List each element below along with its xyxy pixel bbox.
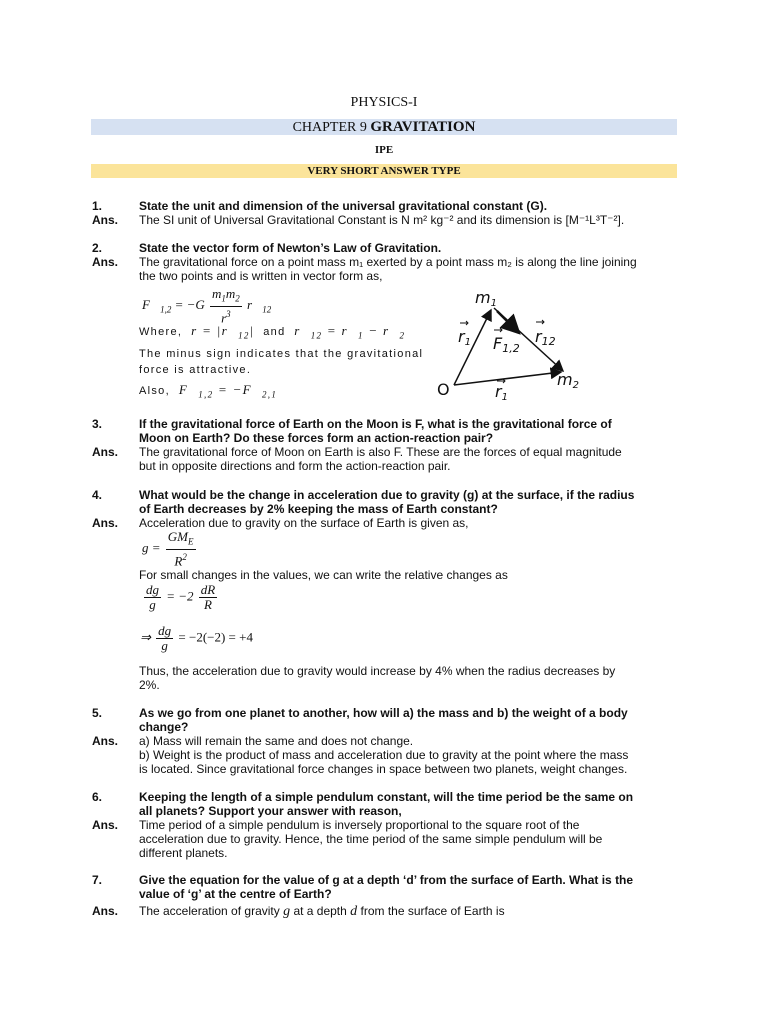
question-number: 3. (92, 417, 103, 431)
answer-line-2: but in opposite directions and form the action-reaction pair. (139, 459, 451, 473)
question-line-2: Moon on Earth? Do these forces form an action-reaction pair? (139, 431, 494, 445)
answer-line-1: The gravitational force on a point mass m₁ exerted by a point mass m₂ is along the line joining (139, 255, 637, 269)
answer-label: Ans. (92, 904, 119, 918)
section-banner: VERY SHORT ANSWER TYPE (91, 164, 677, 178)
answer-line-2: acceleration due to gravity. Hence, the time period of the same simple pendulum will be (139, 832, 603, 846)
small-changes-text: For small changes in the values, we can write the relative changes as (139, 568, 508, 582)
answer-line-1: The gravitational force of Moon on Earth is also F. These are the forces of equal magnitude (139, 445, 622, 459)
question-line-2: all planets? Support your answer with reason, (139, 804, 402, 818)
question-line-2: value of ‘g’ at the centre of Earth? (139, 887, 332, 901)
minus-note-line-2: force is attractive. (139, 364, 252, 376)
question-line-1: As we go from one planet to another, how will a) the mass and b) the weight of a body (139, 706, 628, 720)
r1-top-label: r1 (458, 327, 471, 348)
answer-text: The SI unit of Universal Gravitational Constant is N m² kg⁻² and its dimension is [M⁻¹L³T⁻²]. (139, 213, 625, 227)
surface-gravity-equation: g = $\frac{GM_E}{R^2}$ (142, 529, 194, 568)
minus-sign-note (139, 346, 423, 378)
answer-label: Ans. (92, 213, 119, 227)
also-label: Also, (139, 385, 170, 397)
result-equation: ⇒ $\frac{dg}{g}$ = −2(−2) = +4 (140, 623, 253, 653)
answer-line-3: different planets. (139, 846, 228, 860)
question-line-2: of Earth decreases by 2% keeping the mass of Earth constant? (139, 502, 498, 516)
chapter-banner (91, 119, 677, 135)
answer-label: Ans. (92, 734, 119, 748)
answer-label: Ans. (92, 516, 119, 530)
question-7 (92, 873, 682, 919)
answer-line-2: b) Weight is the product of mass and acceleration due to gravity at the point where the mass (139, 748, 629, 762)
question-5 (92, 706, 682, 776)
chapter-title: GRAVITATION (370, 119, 476, 135)
question-4 (92, 488, 682, 530)
vector-force-equation: $F⃗_{1,2} = -G$ $\frac{m_1m_2}{r^3}$ $r⃗_{12}$ (142, 286, 272, 325)
answer-label: Ans. (92, 445, 119, 459)
m2-label: m2 (557, 370, 579, 391)
r12-label: r12 (535, 327, 556, 348)
r1-bottom-label: r1 (495, 382, 508, 400)
r2-vector-arrow (454, 372, 561, 385)
question-line-1: Give the equation for the value of g at a depth ‘d’ from the surface of Earth. What is the (139, 873, 634, 887)
question-6 (92, 790, 682, 860)
also-line: Also, $F⃗_{1,2}$ = $-F⃗_{2,1}$ (139, 382, 278, 400)
answer-line-2: the two points and is written in vector form as, (139, 269, 383, 283)
question-text: State the unit and dimension of the universal gravitational constant (G). (139, 199, 548, 213)
m1-label: m1 (475, 288, 497, 309)
F12-label: F1,2 (493, 334, 520, 355)
question-line-1: Keeping the length of a simple pendulum constant, will the time period be the same on (139, 790, 634, 804)
where-line: Where, $r = |r⃗_{12}|$ and $r⃗_{12}$ = $r⃗_1$ − $r⃗_2$ (139, 323, 406, 341)
question-line-2: change? (139, 720, 189, 734)
question-number: 2. (92, 241, 103, 255)
question-line-1: If the gravitational force of Earth on the Moon is F, what is the gravitational force of (139, 417, 612, 431)
minus-note-line-1: The minus sign indicates that the gravitational (139, 348, 424, 360)
question-line-1: What would be the change in acceleration due to gravity (g) at the surface, if the radius (139, 488, 635, 502)
question-number: 1. (92, 199, 103, 213)
answer-label: Ans. (92, 818, 119, 832)
question-number: 7. (92, 873, 103, 887)
chapter-prefix: CHAPTER 9 (292, 120, 367, 135)
answer-line-3: is located. Since gravitational force changes in space between two planets, weight changes. (139, 762, 628, 776)
gravity-conclusion (92, 664, 682, 692)
question-number: 4. (92, 488, 103, 502)
answer-line-1: a) Mass will remain the same and does not change. (139, 734, 414, 748)
question-text: State the vector form of Newton’s Law of Gravitation. (139, 241, 442, 255)
relative-change-equation: $\frac{dg}{g}$ = −2 $\frac{dR}{R}$ (146, 582, 216, 612)
question-1 (92, 199, 682, 227)
answer-line-1: Time period of a simple pendulum is inversely proportional to the square root of the (139, 818, 580, 832)
r1-vector-arrow (454, 310, 491, 385)
origin-label: O (437, 380, 450, 399)
where-label: Where, (139, 326, 183, 338)
exam-label: IPE (374, 144, 394, 156)
answer-line-1: Acceleration due to gravity on the surface of Earth is given as, (139, 516, 469, 530)
question-3 (92, 417, 682, 473)
question-number: 6. (92, 790, 103, 804)
answer-line-1: The acceleration of gravity g at a depth d from the surface of Earth is (139, 904, 505, 919)
vector-diagram (425, 285, 595, 400)
conclusion-line-1: Thus, the acceleration due to gravity would increase by 4% when the radius decreases by (139, 664, 616, 678)
question-2 (92, 241, 682, 283)
subject-title: PHYSICS-I (350, 95, 418, 110)
conclusion-line-2: 2%. (139, 678, 160, 692)
answer-label: Ans. (92, 255, 119, 269)
question-number: 5. (92, 706, 103, 720)
